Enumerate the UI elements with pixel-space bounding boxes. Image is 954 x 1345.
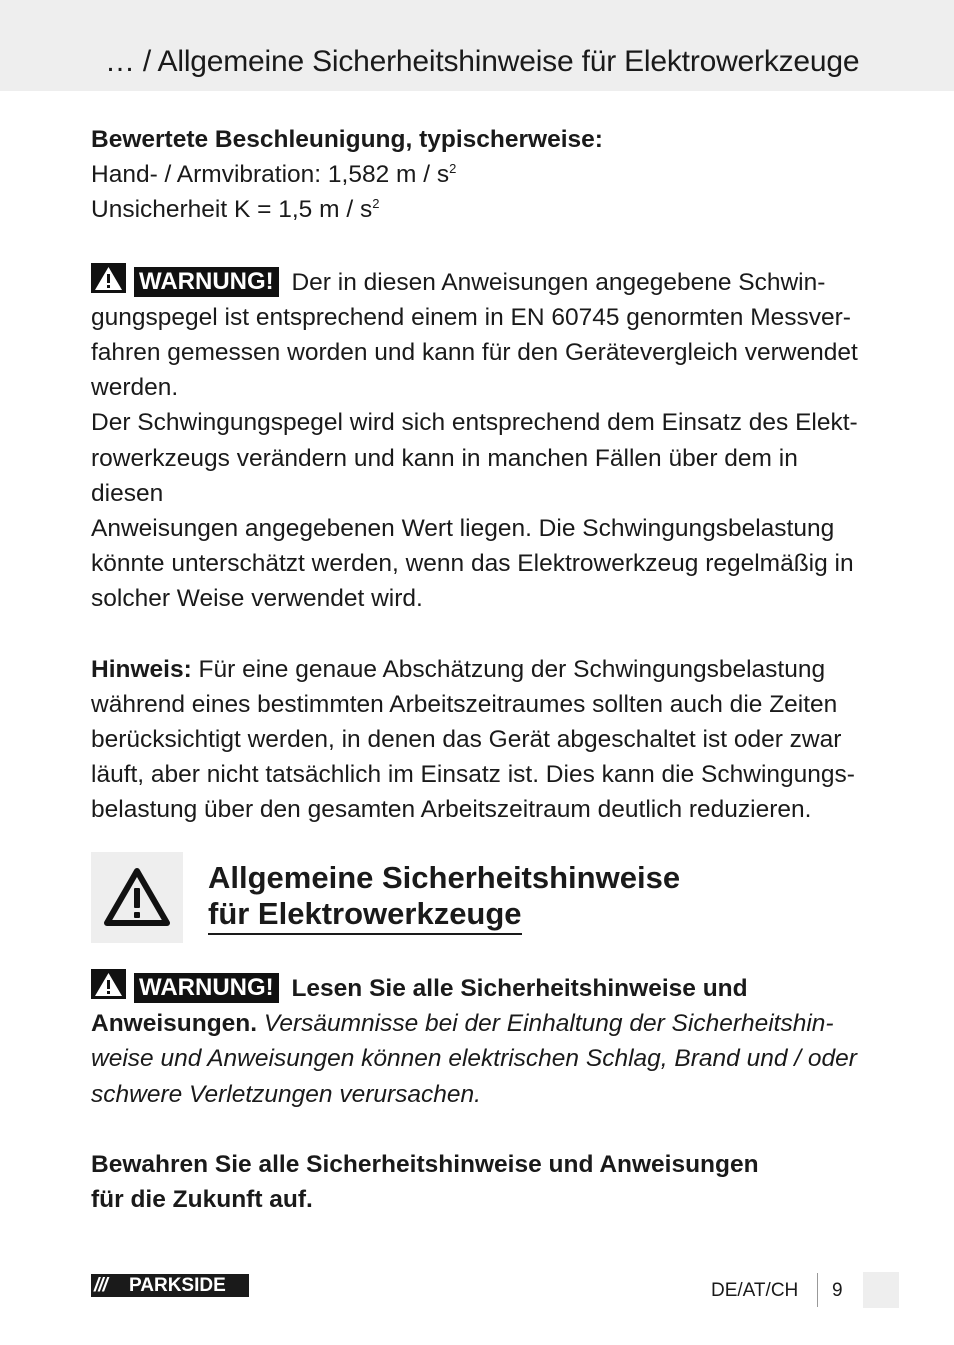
- warning-badge: WARNUNG!: [134, 973, 279, 1003]
- note-text-0: Für eine genaue Abschätzung der Schwingungsbelastung: [191, 655, 826, 683]
- vibration-content: [91, 122, 871, 828]
- logo-slashes: ///: [94, 1275, 107, 1296]
- warning1-line-7: könnte unterschätzt werden, wenn das Elektrowerkzeug regelmäßig in: [91, 550, 854, 578]
- footer-region: DE/AT/CH: [711, 1280, 799, 1301]
- uncertainty-line: [91, 192, 871, 227]
- footer-tab-box: [863, 1272, 899, 1308]
- warning-triangle-icon: [103, 866, 171, 928]
- note-label: Hinweis:: [91, 655, 192, 683]
- keep-instructions-line2: für die Zukunft auf.: [91, 1186, 313, 1214]
- uncertainty-text: Unsicherheit K = 1,5 m / s: [91, 196, 373, 224]
- note-line-1: während eines bestimmten Arbeitszeitraumes sollten auch die Zeiten: [91, 690, 838, 718]
- section-title-line1: Allgemeine Sicherheitshinweise: [208, 860, 681, 895]
- warning-triangle-icon: [91, 263, 126, 293]
- safety-content: [91, 969, 881, 1217]
- note-line-2: berücksichtigt werden, in denen das Gerät abgeschaltet ist oder zwar: [91, 726, 842, 754]
- hand-arm-exponent: 2: [449, 161, 457, 177]
- warning1-line-0: [91, 263, 871, 300]
- warning2-bold-part1: Lesen Sie alle Sicherheitshinweise und: [284, 975, 748, 1002]
- warning-triangle-icon: [91, 969, 126, 999]
- acceleration-heading: Bewertete Beschleunigung, typischerweise:: [91, 126, 603, 153]
- note-line-0: [91, 652, 871, 687]
- page-number: 9: [832, 1280, 843, 1301]
- warning2-italic-1: weise und Anweisungen können elektrischen Schlag, Brand und / oder: [91, 1045, 857, 1073]
- page-header-title: … / Allgemeine Sicherheitshinweise für Elektrowerkzeuge: [105, 45, 860, 78]
- hand-arm-vibration-line: [91, 157, 871, 192]
- warning1-line-4: Der Schwingungspegel wird sich entsprechend dem Einsatz des Elekt-: [91, 409, 858, 437]
- warning2-line-1: [91, 1006, 881, 1041]
- warning1-line-3: werden.: [91, 374, 179, 402]
- warning1-line-8: solcher Weise verwendet wird.: [91, 585, 423, 613]
- uncertainty-exponent: 2: [372, 196, 380, 212]
- section-title-line2: für Elektrowerkzeuge: [208, 896, 522, 935]
- warning1-line-1: gungspegel ist entsprechend einem in EN 60745 genormten Messver-: [91, 303, 851, 331]
- logo-brand: PARKSIDE: [129, 1275, 226, 1296]
- keep-instructions-line1: Bewahren Sie alle Sicherheitshinweise und Anweisungen: [91, 1150, 759, 1178]
- warning-block-vibration: [91, 263, 871, 617]
- note-block: [91, 652, 871, 828]
- section-icon-box: [91, 852, 183, 943]
- section-title: [208, 860, 680, 935]
- warning1-line-6: Anweisungen angegebenen Wert liegen. Die Schwingungsbelastung: [91, 515, 835, 543]
- parkside-logo: [91, 1274, 249, 1297]
- warning2-italic-2: schwere Verletzungen verursachen.: [91, 1080, 481, 1108]
- warning2-italic-0: Versäumnisse bei der Einhaltung der Sicherheitshin-: [257, 1010, 834, 1038]
- warning1-line-2: fahren gemessen worden und kann für den Gerätevergleich verwendet: [91, 339, 858, 367]
- note-line-3: läuft, aber nicht tatsächlich im Einsatz ist. Dies kann die Schwingungs-: [91, 761, 855, 789]
- note-line-4: belastung über den gesamten Arbeitszeitraum deutlich reduzieren.: [91, 796, 812, 824]
- warning-badge: WARNUNG!: [134, 267, 279, 297]
- warning1-text-0: Der in diesen Anweisungen angegebene Schwin-: [284, 268, 826, 296]
- hand-arm-vibration-text: Hand- / Armvibration: 1,582 m / s: [91, 161, 450, 189]
- warning2-bold-part2: Anweisungen.: [91, 1010, 258, 1038]
- warning1-line-5: rowerkzeugs verändern und kann in manchen Fällen über dem in diesen: [91, 444, 798, 507]
- footer-divider: [817, 1273, 818, 1307]
- warning2-line-0: [91, 969, 881, 1006]
